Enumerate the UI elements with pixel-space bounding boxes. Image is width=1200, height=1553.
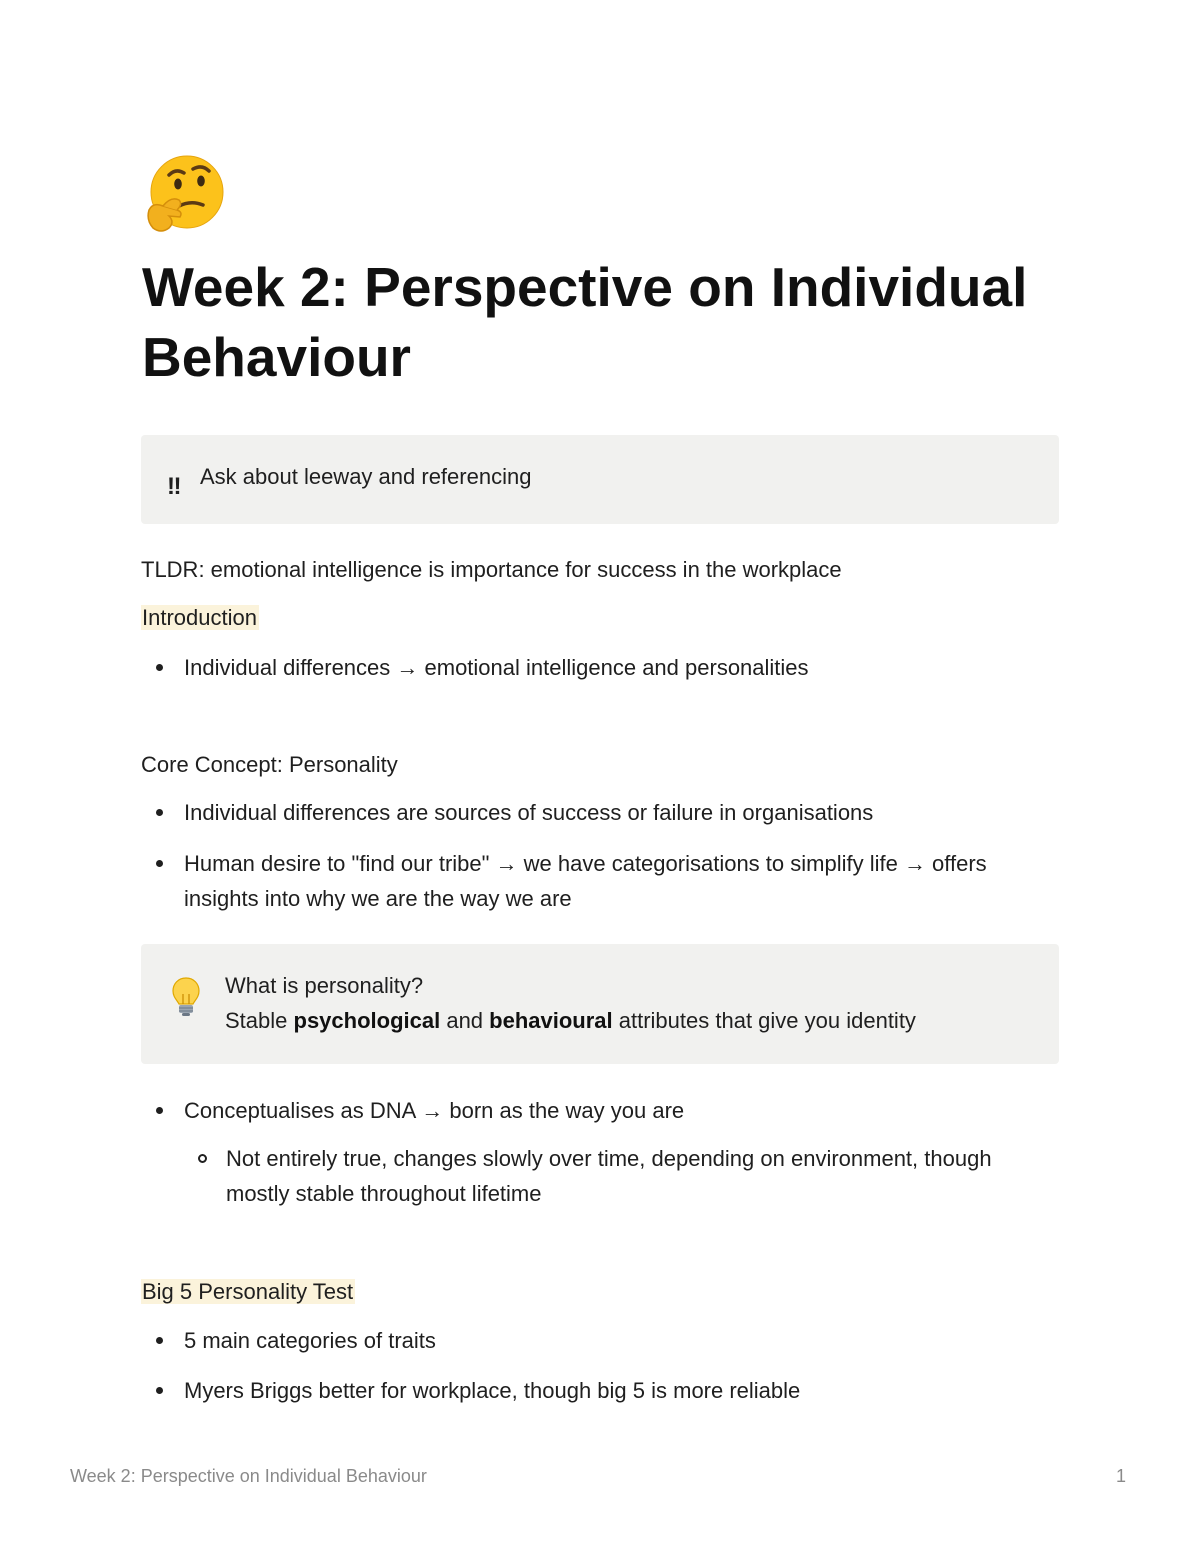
sub-list-item: [226, 1141, 1056, 1211]
heading-label: Introduction: [142, 605, 257, 630]
tldr-text: TLDR: emotional intelligence is importance for success in the workplace: [141, 557, 842, 582]
callout-question: What is personality?: [225, 973, 424, 998]
bold-text: behavioural: [489, 1008, 613, 1033]
page-title: Week 2: Perspective on Individual Behaviour: [142, 256, 1028, 388]
callout-answer: [225, 1003, 916, 1038]
light-bulb-icon: [171, 976, 201, 1018]
thinking-face-icon: [143, 154, 225, 234]
list-item: [184, 1323, 1054, 1358]
text-run: Stable: [225, 1008, 294, 1033]
list-item: [184, 650, 1054, 685]
bullet-ring-icon: [198, 1154, 207, 1163]
callout-reminder: [141, 435, 1059, 524]
bullet-dot-icon: [156, 1387, 163, 1394]
list-item: [184, 846, 1054, 916]
text-run: attributes that give you identity: [612, 1008, 916, 1033]
list-item-text: Conceptualises as DNA → born as the way you are: [184, 1098, 685, 1123]
bullet-dot-icon: [156, 1337, 163, 1344]
bullet-dot-icon: [156, 664, 163, 671]
section-heading-big5: [141, 1277, 355, 1307]
list-item-text: Individual differences are sources of success or failure in organisations: [184, 800, 874, 825]
double-exclamation-icon: ‼: [167, 473, 183, 500]
list-item-text: Not entirely true, changes slowly over time, depending on environment, though mostly stable throughout lifetime: [226, 1146, 992, 1206]
callout-text: [225, 968, 916, 1038]
section-heading-core-concept: [141, 750, 398, 780]
list-item: [184, 795, 1054, 830]
bold-text: psychological: [293, 1008, 441, 1033]
list-item: [184, 1373, 1054, 1408]
bullet-dot-icon: [156, 809, 163, 816]
page-number: 1: [1116, 1466, 1127, 1486]
callout-text: Ask about leeway and referencing: [200, 464, 532, 489]
heading-label: Core Concept: Personality: [141, 752, 398, 777]
heading-label: Big 5 Personality Test: [142, 1279, 354, 1304]
list-item-text: Human desire to "find our tribe" → we have categorisations to simplify life → offers insights into why we are the way we are: [184, 851, 987, 911]
list-item-text: 5 main categories of traits: [184, 1328, 436, 1353]
section-heading-introduction: [141, 603, 259, 633]
footer-title: Week 2: Perspective on Individual Behaviour: [70, 1466, 427, 1486]
list-item-text: Myers Briggs better for workplace, though big 5 is more reliable: [184, 1378, 801, 1403]
text-run: and: [440, 1008, 490, 1033]
bullet-dot-icon: [156, 1107, 163, 1114]
list-item-text: Individual differences → emotional intelligence and personalities: [184, 655, 809, 680]
callout-definition: [141, 944, 1059, 1064]
bullet-dot-icon: [156, 860, 163, 867]
list-item: [184, 1093, 1054, 1128]
